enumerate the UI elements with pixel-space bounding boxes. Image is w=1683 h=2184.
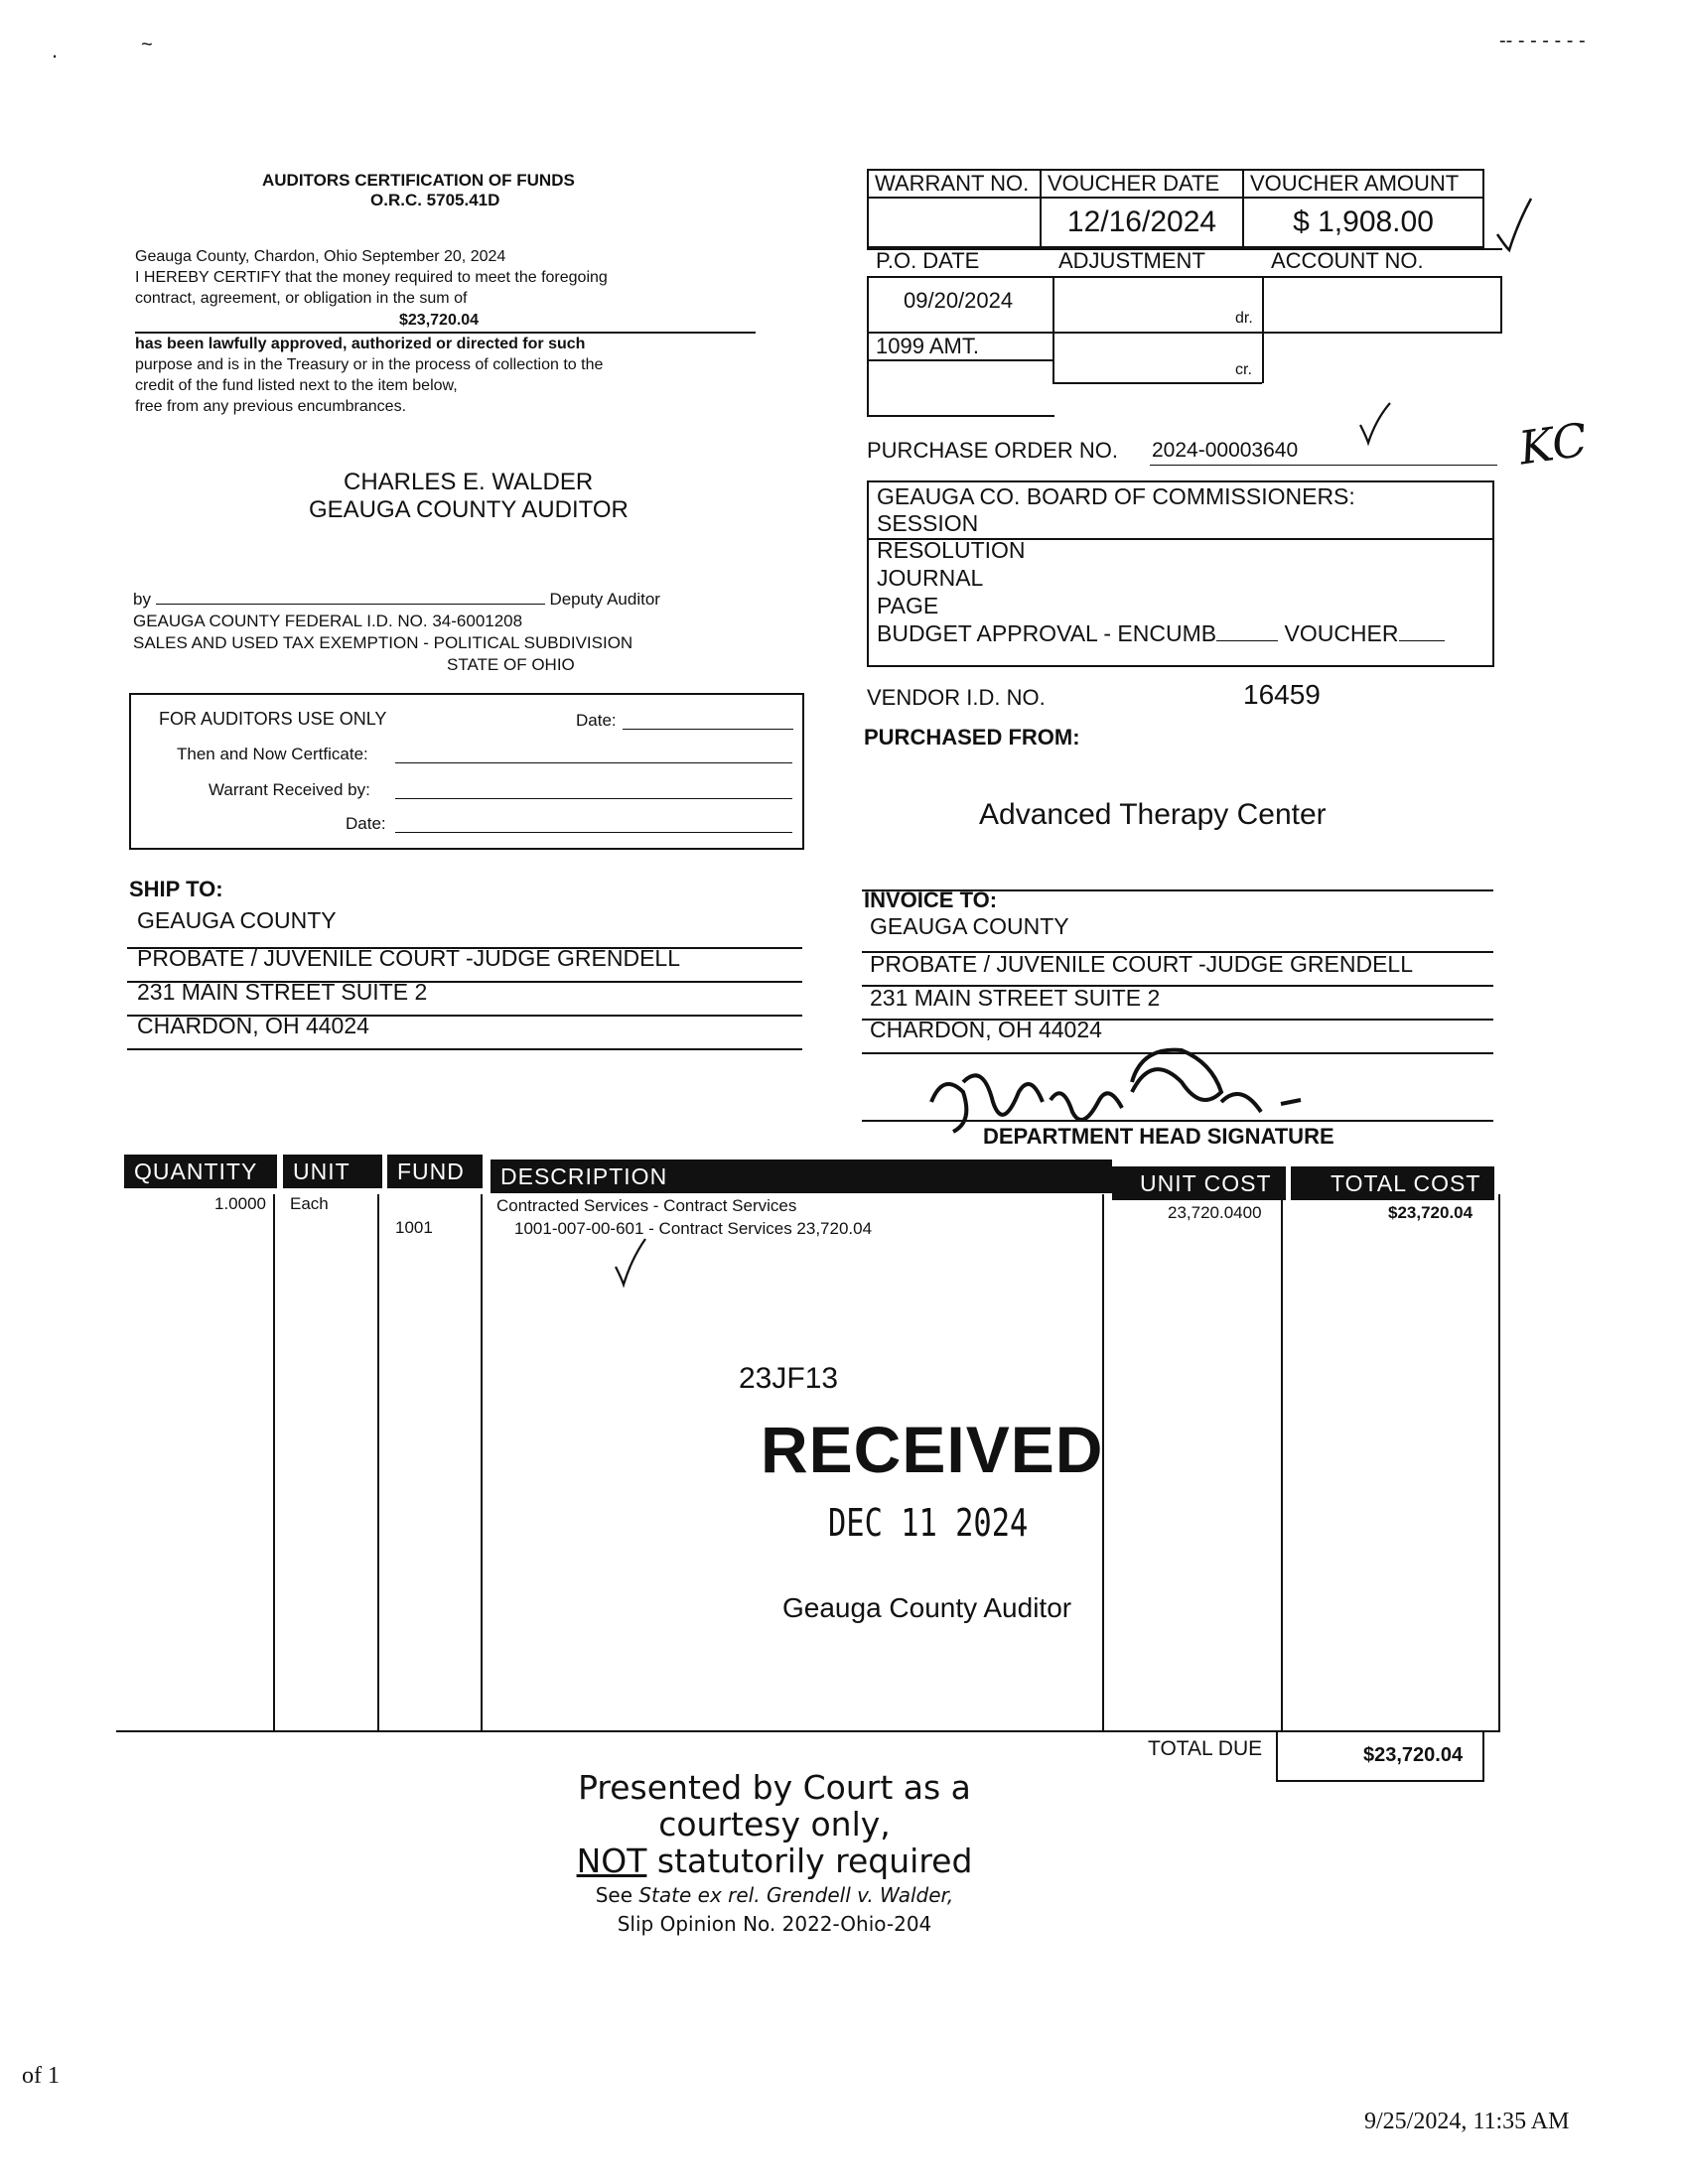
po-date-header: P.O. DATE xyxy=(876,248,980,273)
warrant-no-header: WARRANT NO. xyxy=(868,170,1041,198)
cert-line-3: contract, agreement, or obligation in the sum of xyxy=(135,290,468,307)
check-mark-po xyxy=(1356,401,1396,447)
ship-to-line-2: PROBATE / JUVENILE COURT -JUDGE GRENDELL xyxy=(137,945,681,971)
auditor-use-title: FOR AUDITORS USE ONLY xyxy=(159,709,387,729)
adjustment-box xyxy=(1052,276,1264,383)
quantity-header: QUANTITY xyxy=(124,1155,277,1188)
warrant-received-label: Warrant Received by: xyxy=(209,780,370,799)
col-divider-5 xyxy=(1281,1194,1283,1730)
warrant-grid xyxy=(867,169,1484,248)
total-cost-header: TOTAL COST xyxy=(1291,1166,1494,1200)
total-due-value: $23,720.04 xyxy=(1363,1744,1464,1766)
po-number-rule xyxy=(1150,465,1497,466)
courtesy-note xyxy=(556,1769,993,1938)
deputy-signature-blank[interactable] xyxy=(156,604,545,605)
row-unit: Each xyxy=(290,1194,329,1213)
auditor-title: GEAUGA COUNTY AUDITOR xyxy=(309,496,629,523)
ship-to-label: SHIP TO: xyxy=(129,877,223,901)
col-divider-1 xyxy=(273,1194,275,1730)
note-case: State ex rel. Grendell v. Walder, xyxy=(638,1883,954,1907)
budget-encumb-label: BUDGET APPROVAL - ENCUMB xyxy=(877,620,1217,646)
invoice-to-line-2: PROBATE / JUVENILE COURT -JUDGE GRENDELL xyxy=(870,951,1414,977)
cert-code: O.R.C. 5705.41D xyxy=(370,191,500,209)
by-label: by xyxy=(133,590,151,609)
purchased-from-label: PURCHASED FROM: xyxy=(864,725,1080,750)
adjustment-header: ADJUSTMENT xyxy=(1058,248,1205,273)
invoice-to-line-1: GEAUGA COUNTY xyxy=(870,913,1069,939)
row-desc-1: Contracted Services - Contract Services xyxy=(496,1196,797,1215)
board-session: SESSION xyxy=(877,510,979,536)
po-initials: KC xyxy=(1515,412,1591,476)
cert-line-1: Geauga County, Chardon, Ohio September 20, 2024 xyxy=(135,248,506,265)
check-mark-voucher xyxy=(1495,195,1535,254)
cert-line-2: I HEREBY CERTIFY that the money required to meet the foregoing xyxy=(135,269,608,286)
unit-cost-header: UNIT COST xyxy=(1112,1166,1286,1200)
note-line-1: Presented by Court as a xyxy=(578,1768,971,1807)
auditor-use-date-field[interactable] xyxy=(623,713,793,730)
encumb-blank[interactable] xyxy=(1216,640,1278,641)
row-desc-2: 1001-007-00-601 - Contract Services 23,720.04 xyxy=(514,1219,873,1238)
cert-amount: $23,720.04 xyxy=(399,312,480,329)
auditor-use-box xyxy=(129,693,804,850)
row-unit-cost: 23,720.0400 xyxy=(1168,1203,1262,1222)
warrant-received-field[interactable] xyxy=(395,782,792,799)
stamp-received: RECEIVED xyxy=(761,1413,1104,1486)
then-now-label: Then and Now Certficate: xyxy=(177,745,368,763)
vendor-id-value: 16459 xyxy=(1243,679,1321,710)
vendor-name: Advanced Therapy Center xyxy=(979,798,1327,831)
voucher-amount-header: VOUCHER AMOUNT xyxy=(1243,170,1483,198)
auditor-name: CHARLES E. WALDER xyxy=(344,469,594,495)
note-not: NOT xyxy=(576,1842,647,1880)
voucher-amount-value: $ 1,908.00 xyxy=(1243,198,1483,247)
fund-header: FUND xyxy=(387,1155,483,1188)
invoice-to-line-4: CHARDON, OH 44024 xyxy=(870,1017,1102,1042)
total-due-label: TOTAL DUE xyxy=(1148,1737,1263,1760)
unit-header: UNIT xyxy=(283,1155,382,1188)
page-count: of 1 xyxy=(22,2063,60,2089)
print-timestamp: 9/25/2024, 11:35 AM xyxy=(1364,2109,1570,2134)
col-divider-3 xyxy=(481,1194,483,1730)
account-box xyxy=(1260,276,1502,334)
board-budget xyxy=(877,619,1445,647)
vendor-id-label: VENDOR I.D. NO. xyxy=(867,685,1046,710)
warrant-no-value xyxy=(868,198,1041,247)
voucher-blank[interactable] xyxy=(1399,640,1445,641)
state-of-ohio: STATE OF OHIO xyxy=(447,655,575,674)
note-statutory: statutorily required xyxy=(656,1842,973,1880)
col-divider-2 xyxy=(377,1194,379,1730)
federal-id: GEAUGA COUNTY FEDERAL I.D. NO. 34-6001208 xyxy=(133,612,523,630)
cert-line-7: free from any previous encumbrances. xyxy=(135,398,407,415)
board-page: PAGE xyxy=(877,593,939,618)
cert-text-2 xyxy=(135,334,771,417)
board-journal: JOURNAL xyxy=(877,565,984,591)
auditor-use-date2-field[interactable] xyxy=(395,816,792,833)
cr-label: cr. xyxy=(1235,361,1252,378)
description-header: DESCRIPTION xyxy=(491,1160,1112,1193)
dr-label: dr. xyxy=(1235,310,1253,327)
scan-mark-tick: ~ xyxy=(141,34,153,56)
invoice-to-label: INVOICE TO: xyxy=(864,887,998,912)
stamp-date: DEC 11 2024 xyxy=(828,1501,1029,1545)
then-now-field[interactable] xyxy=(395,747,792,763)
note-line-3 xyxy=(556,1843,993,1880)
ship-to-line-4: CHARDON, OH 44024 xyxy=(137,1013,369,1038)
row-quantity: 1.0000 xyxy=(214,1194,266,1213)
auditor-use-date-label: Date: xyxy=(576,711,617,730)
row-fund: 1001 xyxy=(395,1218,433,1237)
1099-rule-2 xyxy=(867,359,1054,361)
1099-header: 1099 AMT. xyxy=(876,334,979,358)
check-mark-item xyxy=(614,1237,653,1289)
stamp-office: Geauga County Auditor xyxy=(782,1592,1072,1623)
note-see: See xyxy=(595,1883,632,1907)
board-resolution: RESOLUTION xyxy=(877,537,1026,563)
scan-mark-dashes: -- - - - - - - xyxy=(1499,30,1586,52)
account-no-header: ACCOUNT NO. xyxy=(1271,248,1424,273)
cert-line-4: has been lawfully approved, authorized or directed for such xyxy=(135,336,586,352)
ship-to-line-3: 231 MAIN STREET SUITE 2 xyxy=(137,979,428,1005)
scan-mark-dot: . xyxy=(52,38,59,63)
deputy-label: Deputy Auditor xyxy=(549,590,660,609)
signature-rule xyxy=(862,1120,1493,1122)
po-row-rule-top xyxy=(867,248,1502,250)
note-line-2: courtesy only, xyxy=(658,1805,891,1843)
note-line-4 xyxy=(556,1880,993,1910)
ship-to-rule-4 xyxy=(127,1048,802,1050)
cert-title: AUDITORS CERTIFICATION OF FUNDS xyxy=(262,171,575,190)
cert-line-6: credit of the fund listed next to the item below, xyxy=(135,377,458,394)
board-title: GEAUGA CO. BOARD OF COMMISSIONERS: xyxy=(877,483,1355,509)
signature-label: DEPARTMENT HEAD SIGNATURE xyxy=(983,1124,1334,1149)
cr-rule xyxy=(1052,382,1262,384)
cert-line-5: purpose and is in the Treasury or in the process of collection to the xyxy=(135,356,604,373)
note-line-5: Slip Opinion No. 2022-Ohio-204 xyxy=(617,1912,932,1936)
auditor-use-date2-label: Date: xyxy=(346,814,386,833)
cert-text xyxy=(135,246,771,309)
voucher-date-header: VOUCHER DATE xyxy=(1041,170,1243,198)
po-number: 2024-00003640 xyxy=(1152,439,1299,462)
po-label: PURCHASE ORDER NO. xyxy=(867,438,1119,463)
voucher-date-value: 12/16/2024 xyxy=(1041,198,1243,247)
board-box xyxy=(867,480,1494,667)
dr-rule xyxy=(1052,332,1262,334)
row-total-cost: $23,720.04 xyxy=(1388,1203,1473,1222)
invoice-to-line-3: 231 MAIN STREET SUITE 2 xyxy=(870,985,1161,1011)
budget-voucher-label: VOUCHER xyxy=(1284,620,1399,646)
stamp-code: 23JF13 xyxy=(739,1362,839,1395)
tax-exemption: SALES AND USED TAX EXEMPTION - POLITICAL SUBDIVISION xyxy=(133,633,633,652)
deputy-line xyxy=(133,590,660,610)
po-date-value: 09/20/2024 xyxy=(904,288,1014,313)
ship-to-line-1: GEAUGA COUNTY xyxy=(137,907,337,933)
